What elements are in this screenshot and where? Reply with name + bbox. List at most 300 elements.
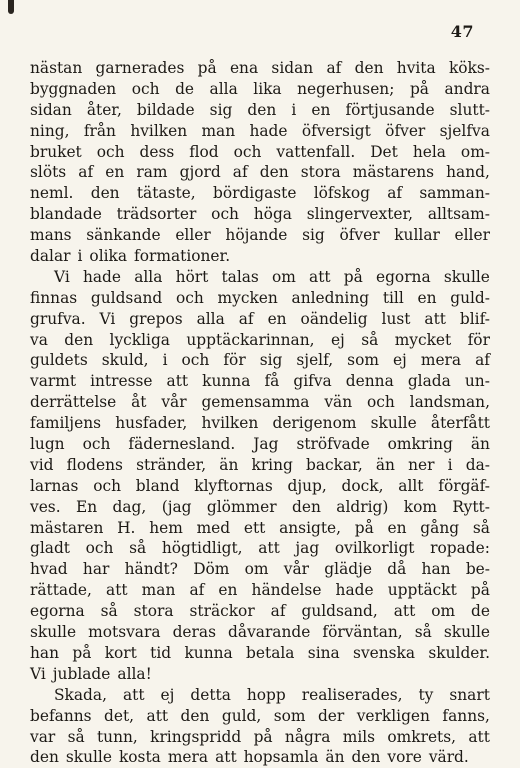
- word: en: [267, 309, 287, 328]
- word: verkligen: [356, 706, 430, 725]
- word: lyckliga: [109, 330, 170, 349]
- word: på: [343, 267, 363, 286]
- text-line: [30, 142, 490, 163]
- word: kullar: [394, 226, 440, 245]
- word: den: [292, 497, 321, 516]
- word: återfått: [430, 414, 490, 433]
- word: att: [122, 685, 145, 704]
- word: negerhusen;: [297, 79, 395, 98]
- word: Jag: [253, 435, 279, 454]
- word: den: [180, 706, 210, 725]
- word: (jag: [161, 497, 192, 516]
- word: guldets: [30, 351, 88, 370]
- word: alla!: [117, 664, 152, 683]
- text-line: [30, 162, 490, 183]
- word: lika: [253, 79, 282, 98]
- word: kort: [104, 643, 137, 662]
- word: vår: [161, 393, 187, 412]
- word: den: [90, 184, 120, 203]
- word: man: [141, 581, 176, 600]
- word: larnas: [30, 476, 79, 495]
- word: och: [176, 288, 204, 307]
- word: mästarens: [352, 163, 435, 182]
- word: eller: [175, 226, 211, 245]
- paragraph: [30, 685, 490, 768]
- word: på: [253, 727, 273, 746]
- word: hade: [335, 581, 374, 600]
- word: den: [351, 748, 381, 767]
- word: det,: [104, 706, 135, 725]
- word: hvad: [30, 560, 68, 579]
- word: de: [175, 79, 195, 98]
- word: ves.: [30, 497, 61, 516]
- word: och: [82, 435, 111, 454]
- word: än: [219, 455, 239, 474]
- word: glädje: [324, 560, 372, 579]
- word: att: [106, 581, 128, 600]
- word: familjens: [30, 414, 102, 433]
- word: som: [273, 706, 306, 725]
- word: slingervexter,: [306, 205, 414, 224]
- text-line: [30, 685, 490, 706]
- word: dåvarande: [228, 623, 311, 642]
- word: en: [218, 581, 238, 600]
- word: husfader,: [115, 414, 188, 433]
- word: dock,: [341, 476, 384, 495]
- word: betala: [246, 643, 295, 662]
- word: kringspridd: [150, 727, 242, 746]
- word: omkrets,: [387, 727, 457, 746]
- word: Skada,: [54, 685, 107, 704]
- word: En: [75, 497, 98, 516]
- word: har: [82, 560, 110, 579]
- word: andra: [444, 79, 490, 98]
- word: då: [387, 560, 407, 579]
- word: öfver: [339, 226, 380, 245]
- word: och: [93, 476, 122, 495]
- word: glada: [407, 372, 451, 391]
- word: gladt: [30, 539, 70, 558]
- word: guld-: [450, 288, 490, 307]
- word: Vi: [54, 267, 70, 286]
- word: vår: [283, 560, 310, 579]
- word: intresse: [90, 372, 153, 391]
- word: grepos: [129, 309, 183, 328]
- word: och: [211, 205, 239, 224]
- word: förtjusande: [345, 100, 435, 119]
- word: be-: [465, 560, 490, 579]
- word: ropade:: [430, 539, 490, 558]
- word: svenska: [353, 643, 416, 662]
- word: bördigaste: [212, 184, 297, 203]
- word: Vi: [99, 309, 116, 328]
- word: detta: [190, 685, 231, 704]
- word: mera: [167, 748, 209, 767]
- word: af: [475, 351, 490, 370]
- word: ej: [330, 330, 345, 349]
- word: hopsamla: [243, 748, 319, 767]
- word: samman-: [419, 184, 490, 203]
- text-line: [30, 79, 490, 100]
- word: kosta: [118, 748, 161, 767]
- word: deras: [172, 623, 216, 642]
- word: ovilkorligt: [334, 539, 415, 558]
- word: så: [361, 330, 379, 349]
- text-line: [30, 392, 490, 413]
- word: än: [375, 455, 395, 474]
- word: så: [67, 727, 85, 746]
- word: så: [129, 539, 147, 558]
- word: djup,: [287, 476, 327, 495]
- word: stränder,: [136, 455, 207, 474]
- word: H.: [117, 518, 136, 537]
- word: i: [291, 100, 297, 119]
- word: upptäckarinnan,: [186, 330, 315, 349]
- text-line: [30, 559, 490, 580]
- word: att: [166, 372, 189, 391]
- word: än: [470, 435, 490, 454]
- word: han: [421, 560, 451, 579]
- word: da-: [465, 455, 490, 474]
- word: skulle: [370, 414, 417, 433]
- word: guld,: [221, 706, 262, 725]
- word: hvilken: [130, 121, 188, 140]
- word: så: [100, 602, 118, 621]
- word: kring: [251, 455, 293, 474]
- word: ena: [229, 59, 259, 77]
- word: åt: [131, 393, 147, 412]
- word: om-: [460, 142, 490, 161]
- word: man: [201, 121, 236, 140]
- word: ner: [408, 455, 435, 474]
- word: händelse: [251, 581, 322, 600]
- word: gjord: [179, 163, 221, 182]
- word: aldrig): [336, 497, 389, 516]
- text-line: [30, 288, 490, 309]
- word: skulle: [443, 623, 490, 642]
- word: af: [232, 163, 248, 182]
- word: flodens: [66, 455, 123, 474]
- word: bildade: [136, 100, 195, 119]
- text-line: [30, 580, 490, 601]
- word: att: [258, 539, 280, 558]
- text-line: [30, 121, 490, 142]
- word: blandade: [30, 205, 102, 224]
- word: der: [317, 706, 345, 725]
- word: fädernesland.: [128, 435, 236, 454]
- word: ett: [243, 518, 266, 537]
- word: sidan: [30, 100, 72, 119]
- word: från: [83, 121, 116, 140]
- paragraph: [30, 58, 490, 267]
- word: upptäckt: [387, 581, 457, 600]
- word: realiserades,: [301, 685, 403, 704]
- word: den: [354, 59, 384, 77]
- word: vore: [387, 748, 422, 767]
- word: gifva: [293, 372, 332, 391]
- word: omkring: [387, 435, 453, 454]
- word: sjelf,: [296, 351, 334, 370]
- word: tid: [150, 643, 172, 662]
- text-line: [30, 727, 490, 748]
- word: neml.: [30, 184, 74, 203]
- text-line: [30, 434, 490, 455]
- text-line: [30, 246, 490, 267]
- word: slutt-: [449, 100, 490, 119]
- word: hört: [175, 267, 209, 286]
- word: att: [309, 267, 331, 286]
- word: ty: [418, 685, 434, 704]
- word: grufva.: [30, 309, 86, 328]
- word: i: [77, 247, 83, 266]
- word: mans: [30, 226, 72, 245]
- word: glömmer: [206, 497, 277, 516]
- word: gemensamma: [201, 393, 310, 412]
- word: förgäf-: [438, 476, 490, 495]
- word: på: [409, 79, 429, 98]
- word: och: [131, 79, 160, 98]
- word: dess: [139, 142, 175, 161]
- word: guldsand,: [301, 602, 378, 621]
- word: han: [30, 643, 60, 662]
- text-line: [30, 706, 490, 727]
- word: skulle: [30, 623, 77, 642]
- word: ej: [392, 351, 407, 370]
- page-number: 47: [450, 22, 474, 41]
- word: derigenom: [272, 414, 357, 433]
- text-line: [30, 455, 490, 476]
- text-line: [30, 350, 490, 371]
- word: jublade: [52, 664, 111, 683]
- ink-mark: [8, 0, 14, 14]
- text-line: [30, 643, 490, 664]
- word: ej: [160, 685, 175, 704]
- word: vattenfall.: [276, 142, 356, 161]
- word: dalar: [30, 247, 71, 266]
- word: att: [424, 309, 446, 328]
- word: dag,: [112, 497, 147, 516]
- word: hela: [412, 142, 446, 161]
- word: skulder.: [428, 643, 490, 662]
- word: högtidligt,: [161, 539, 243, 558]
- word: oändelig: [300, 309, 368, 328]
- word: var: [30, 727, 56, 746]
- word: ströfvade: [296, 435, 370, 454]
- word: rättade,: [30, 581, 92, 600]
- word: på: [197, 59, 217, 77]
- word: mästaren: [30, 518, 104, 537]
- word: varmt: [30, 372, 77, 391]
- word: trädsorter: [116, 205, 197, 224]
- word: bland: [135, 476, 180, 495]
- word: ansigte,: [279, 518, 342, 537]
- word: kom: [403, 497, 437, 516]
- word: att: [468, 727, 490, 746]
- word: af: [387, 184, 403, 203]
- word: sänkande: [86, 226, 161, 245]
- word: en: [311, 100, 331, 119]
- word: lugn: [30, 435, 65, 454]
- body-text: [30, 58, 490, 768]
- word: derrättelse: [30, 393, 117, 412]
- word: så: [414, 623, 432, 642]
- word: öfver: [385, 121, 426, 140]
- text-line: [30, 538, 490, 559]
- word: till: [382, 288, 404, 307]
- word: olika: [89, 247, 128, 266]
- word: som: [347, 351, 379, 370]
- word: en: [417, 288, 437, 307]
- word: gång: [420, 518, 460, 537]
- word: hvita: [396, 59, 436, 77]
- word: un-: [464, 372, 490, 391]
- text-line: [30, 204, 490, 225]
- word: Rytt-: [452, 497, 490, 516]
- word: bruket: [30, 142, 82, 161]
- word: sig: [302, 226, 325, 245]
- word: sträckor: [189, 602, 255, 621]
- word: sig: [209, 100, 233, 119]
- word: fanns,: [442, 706, 490, 725]
- word: denna: [345, 372, 394, 391]
- word: mycken: [217, 288, 278, 307]
- text-line: [30, 225, 490, 246]
- word: skulle: [65, 748, 112, 767]
- word: ning,: [30, 121, 70, 140]
- word: sina: [307, 643, 340, 662]
- word: den: [64, 330, 94, 349]
- word: hem: [149, 518, 183, 537]
- word: en: [387, 518, 407, 537]
- word: på: [354, 518, 374, 537]
- word: anledning: [291, 288, 370, 307]
- word: händt?: [124, 560, 178, 579]
- word: och: [181, 351, 210, 370]
- word: några: [284, 727, 331, 746]
- word: köks-: [448, 59, 490, 77]
- word: mils: [342, 727, 376, 746]
- word: befanns: [30, 706, 92, 725]
- text-line: [30, 58, 490, 79]
- word: åter,: [86, 100, 122, 119]
- word: Det: [370, 142, 398, 161]
- text-line: [30, 183, 490, 204]
- word: skulle: [443, 267, 490, 286]
- word: klyftornas: [194, 476, 273, 495]
- word: Vi: [30, 664, 46, 683]
- word: eller: [454, 226, 490, 245]
- word: skuld,: [101, 351, 149, 370]
- word: den: [247, 100, 277, 119]
- word: af: [326, 59, 342, 77]
- word: och: [233, 142, 262, 161]
- word: att: [393, 602, 416, 621]
- word: af: [238, 309, 254, 328]
- text-line: [30, 267, 490, 288]
- word: höga: [253, 205, 292, 224]
- word: för: [467, 330, 490, 349]
- word: en: [105, 163, 125, 182]
- word: finnas: [30, 288, 78, 307]
- word: motsvara: [88, 623, 161, 642]
- word: garnerades: [95, 59, 185, 77]
- word: va: [30, 330, 48, 349]
- word: stora: [133, 602, 174, 621]
- word: af: [189, 581, 205, 600]
- word: i: [162, 351, 168, 370]
- word: sidan: [271, 59, 314, 77]
- word: egorna: [30, 602, 85, 621]
- word: höjande: [225, 226, 288, 245]
- word: mera: [420, 351, 462, 370]
- word: backar,: [306, 455, 363, 474]
- word: alltsam-: [427, 205, 490, 224]
- word: vän: [324, 393, 353, 412]
- word: värd.: [428, 748, 469, 767]
- word: om: [244, 560, 269, 579]
- word: att: [146, 706, 169, 725]
- word: än: [325, 748, 345, 767]
- text-line: [30, 664, 490, 685]
- word: att: [215, 748, 237, 767]
- text-line: [30, 309, 490, 330]
- text-line: [30, 747, 490, 768]
- word: sjelfva: [439, 121, 490, 140]
- word: kunna: [184, 643, 233, 662]
- text-line: [30, 497, 490, 518]
- word: på: [72, 643, 92, 662]
- text-line: [30, 518, 490, 539]
- word: hade: [249, 121, 288, 140]
- word: guldsand: [90, 288, 163, 307]
- word: lust: [381, 309, 411, 328]
- paragraph: [30, 267, 490, 685]
- text-line: [30, 601, 490, 622]
- word: talas: [221, 267, 259, 286]
- word: öfversigt: [301, 121, 371, 140]
- word: den: [30, 748, 59, 767]
- word: i: [447, 455, 453, 474]
- word: af: [270, 602, 286, 621]
- word: om: [272, 267, 296, 286]
- word: om: [431, 602, 456, 621]
- word: landsman,: [409, 393, 490, 412]
- word: hopp: [246, 685, 286, 704]
- word: allt: [398, 476, 424, 495]
- word: kunna: [202, 372, 251, 391]
- word: med: [196, 518, 231, 537]
- word: så: [472, 518, 490, 537]
- word: stora: [300, 163, 341, 182]
- word: och: [85, 539, 114, 558]
- word: sig: [259, 351, 283, 370]
- word: slöts: [30, 163, 67, 182]
- word: hade: [82, 267, 122, 286]
- word: vid: [30, 455, 54, 474]
- word: få: [264, 372, 280, 391]
- word: mycket: [394, 330, 452, 349]
- word: löfskog: [313, 184, 370, 203]
- word: byggnaden: [30, 79, 117, 98]
- word: af: [78, 163, 94, 182]
- word: ram: [136, 163, 168, 182]
- word: tunn,: [96, 727, 138, 746]
- text-line: [30, 476, 490, 497]
- text-line: [30, 100, 490, 121]
- word: och: [96, 142, 125, 161]
- word: hand,: [446, 163, 490, 182]
- word: flod: [189, 142, 219, 161]
